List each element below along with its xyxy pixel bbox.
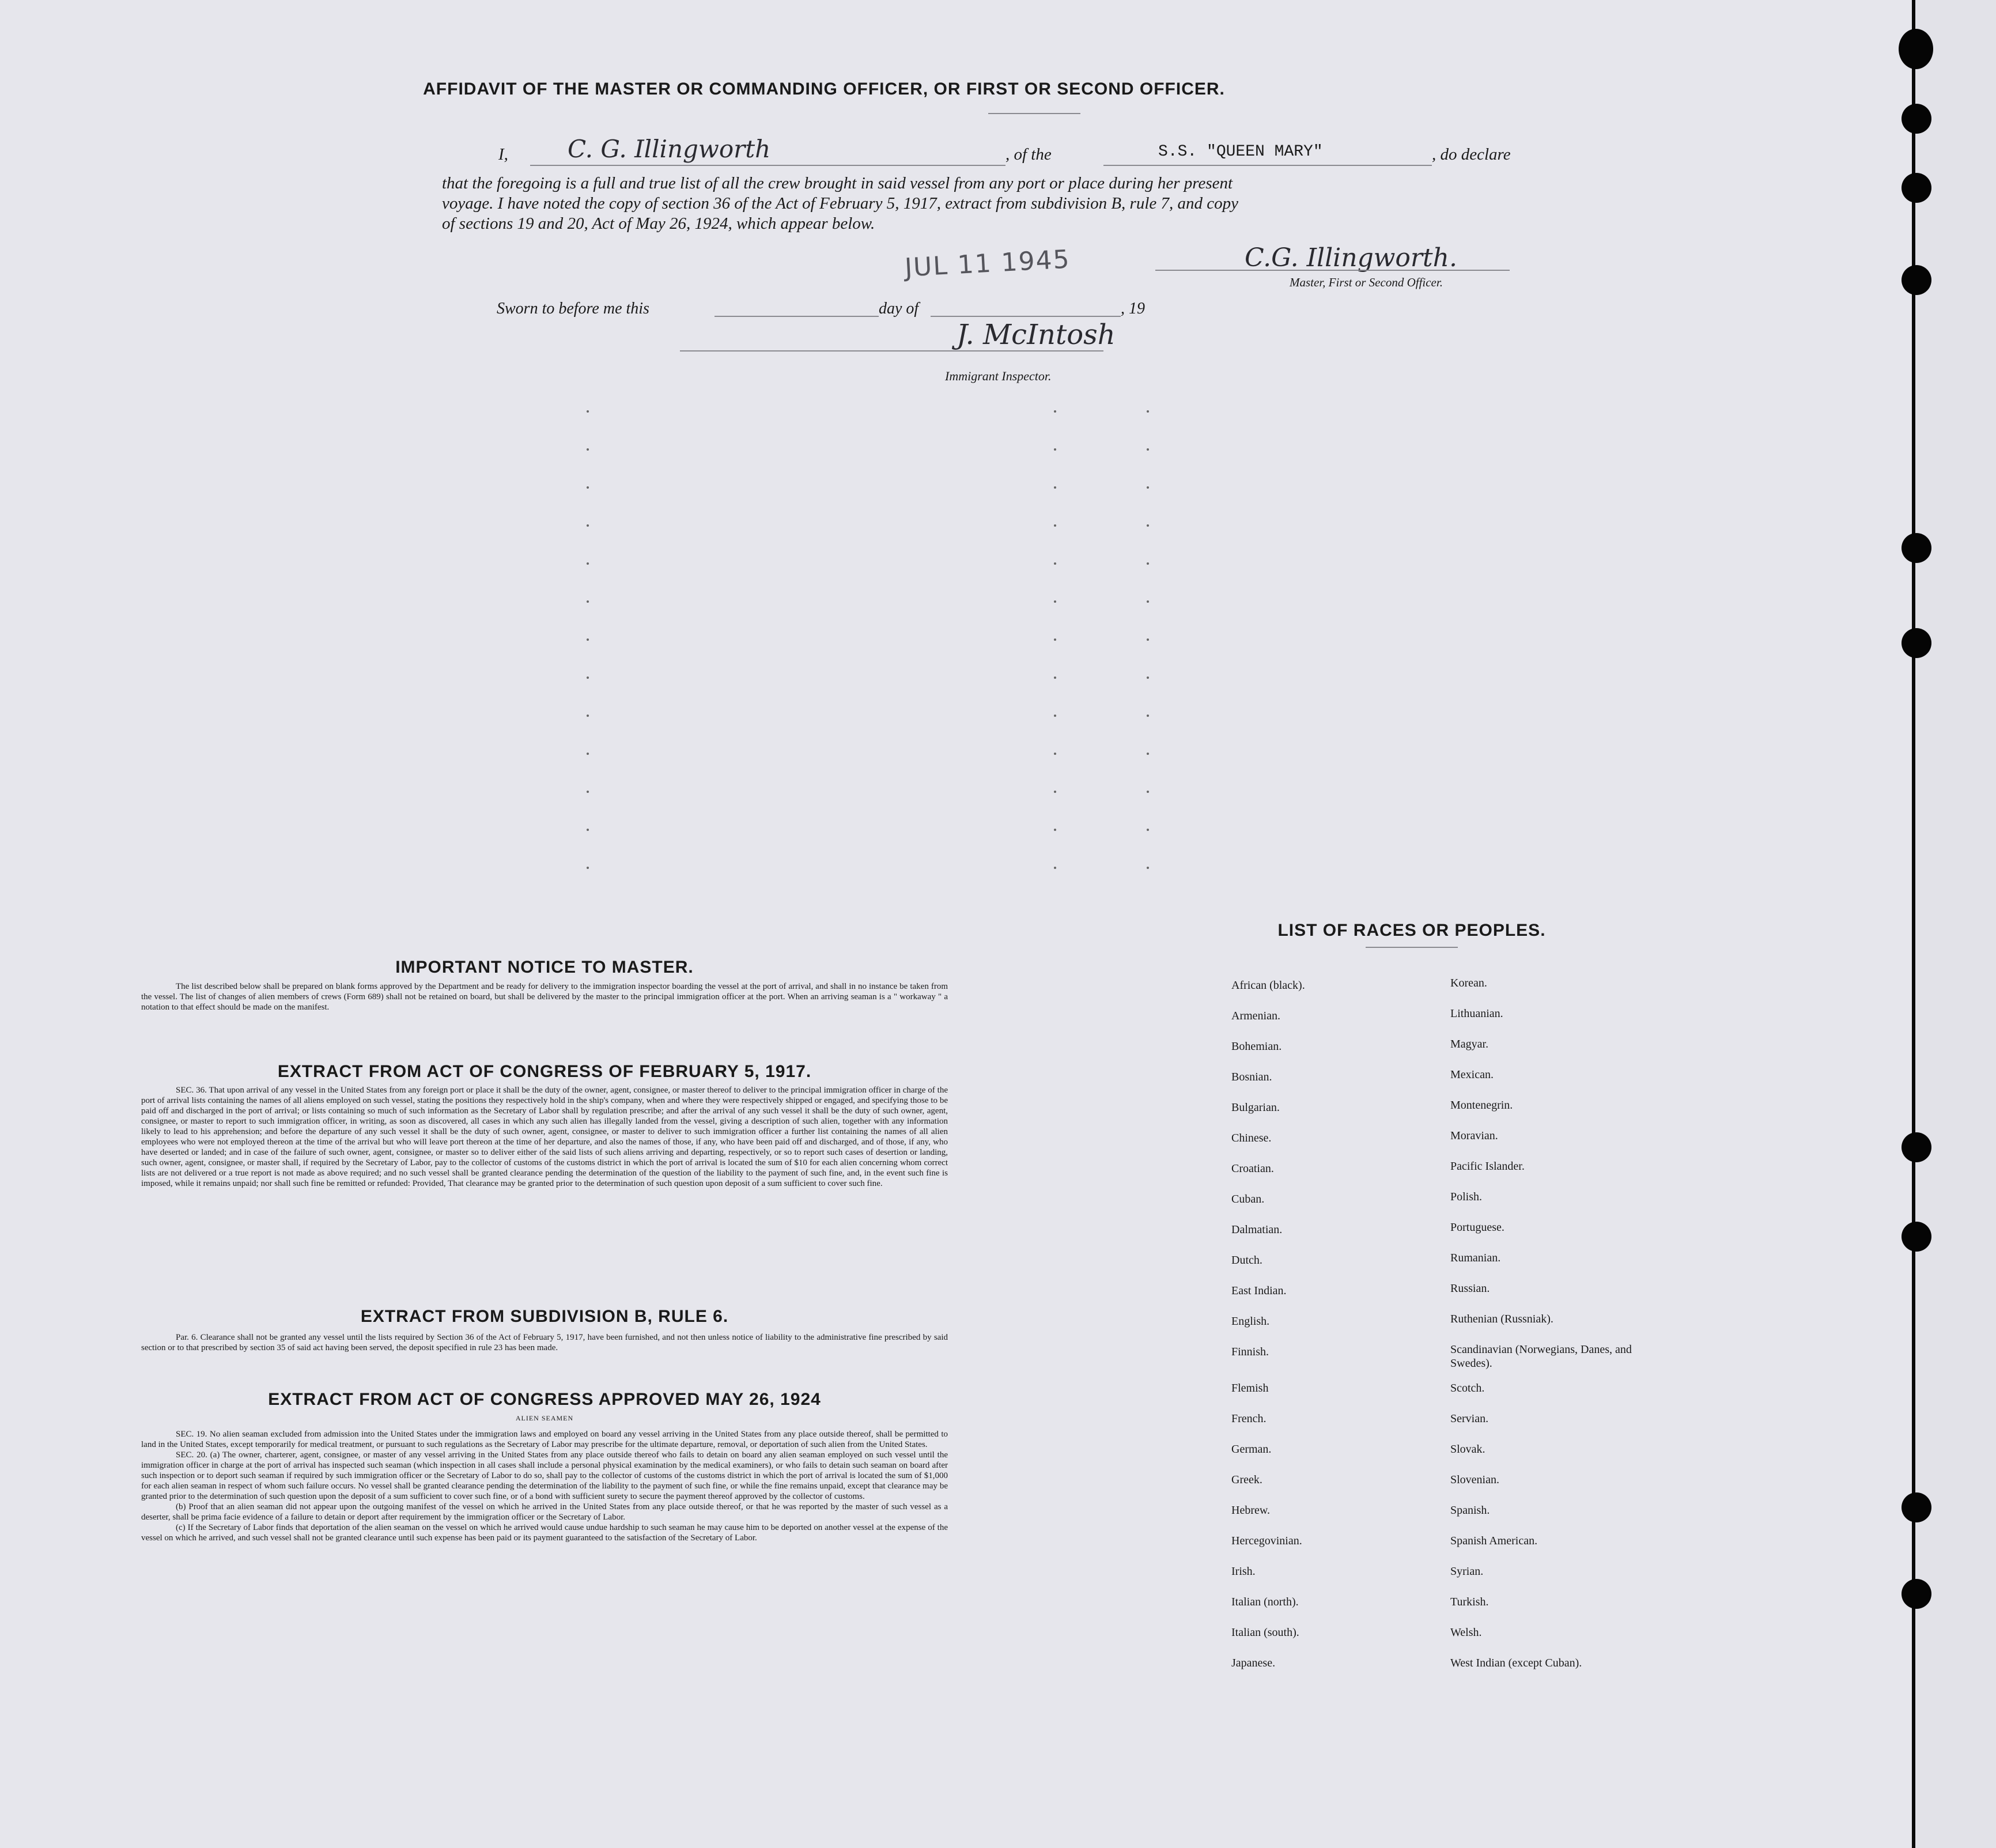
punch-hole (1902, 628, 1931, 658)
column-dot (587, 867, 589, 869)
column-dot (1147, 524, 1149, 527)
race-item: Dutch. (1231, 1254, 1262, 1267)
race-item: Bohemian. (1231, 1040, 1282, 1053)
punch-hole (1902, 1579, 1931, 1609)
race-item: Finnish. (1231, 1346, 1269, 1358)
race-item: Ruthenian (Russniak). (1450, 1313, 1553, 1325)
punch-hole (1902, 104, 1931, 134)
punch-hole (1902, 533, 1931, 563)
column-dot (587, 638, 589, 641)
title-underline (988, 113, 1080, 114)
race-item: Flemish (1231, 1382, 1269, 1394)
sec-19-paragraph: SEC. 19. No alien seaman excluded from admission into the United States under the immigration laws and employed on board any vessel arriving in the United States from any place outside thereof, shall be permitted to land in the United States, except temporarily for medical treatment, or pursuant to such regulations as the Secretary of Labor may prescribe for the ultimate departure, removal, or deportation of such alien from the United States. (141, 1430, 948, 1449)
race-item: Russian. (1450, 1282, 1490, 1295)
affidavit-line-4: of sections 19 and 20, Act of May 26, 1924, which appear below. (442, 214, 875, 233)
column-dot (1147, 677, 1149, 679)
column-dot (587, 410, 589, 413)
race-item: Magyar. (1450, 1038, 1489, 1050)
column-dot (587, 677, 589, 679)
notice-title: IMPORTANT NOTICE TO MASTER. (395, 958, 694, 977)
extract-1924-text (141, 1429, 948, 1543)
punch-hole (1902, 1222, 1931, 1252)
race-item: Slovenian. (1450, 1473, 1499, 1486)
master-signature-line (1155, 270, 1510, 271)
column-dot (1054, 791, 1056, 793)
date-stamp: JUL 11 1945 (904, 244, 1071, 283)
punch-hole (1902, 265, 1931, 295)
race-item: Greek. (1231, 1473, 1262, 1486)
notice-text (141, 981, 948, 1012)
column-dot (1147, 791, 1149, 793)
column-dot (1147, 600, 1149, 603)
column-dot (1147, 410, 1149, 413)
race-item: Scandinavian (Norwegians, Danes, and Swedes). (1450, 1343, 1632, 1370)
race-item: Portuguese. (1450, 1221, 1504, 1234)
race-item: German. (1231, 1443, 1272, 1456)
column-dot (1147, 486, 1149, 489)
races-title-underline (1366, 947, 1458, 948)
column-dot (1054, 638, 1056, 641)
race-item: Moravian. (1450, 1129, 1498, 1142)
race-item: Polish. (1450, 1191, 1483, 1203)
column-dot (587, 791, 589, 793)
master-signature: C.G. Illingworth. (1245, 243, 1457, 273)
race-item: Pacific Islander. (1450, 1160, 1525, 1173)
race-item: Korean. (1450, 977, 1487, 989)
punch-hole (1902, 1132, 1931, 1162)
extract-1917-paragraph: SEC. 36. That upon arrival of any vessel in the United States from any foreign port or place it shall be the duty of the owner, agent, consignee, or master thereof to deliver to the principal immigration officer in charge of the port of arrival lists containing the names of all aliens employed on such vessel, stating the positions they respectively hold in the ship's company, when and where they were respectively shipped or engaged, and specifying those to be paid off and discharged in the port of arrival; or lists containing so much of such information as the Secretary of Labor shall by regulation prescribe; and after the arrival of any such vessel it shall be the duty of such owner, agent, consignee, or master to report to such immigration officer, in writing, as soon as discovered, all cases in which any such alien has illegally landed from the vessel, giving a description of such alien, together with any information likely to lead to his apprehension; and before the departure of any such vessel it shall be the duty of such owner, agent, consignee, or master to deliver to such immigration officer a further list containing the names of all alien employees who were not employed thereon at the time of the arrival but who will leave port thereon at the time of her departure, and also the names of those, if any, who have been paid off and discharged, and of those, if any, who have deserted or landed; and in case of the failure of such owner, agent, consignee, or master so to deliver either of the said lists of such aliens arriving and departing, respectively, or so to report such cases of desertion or landing, such owner, agent, consignee, or master shall, if required by the Secretary of Labor, pay to the collector of customs of the customs district in which the port of arrival is located the sum of $10 for each alien concerning whom correct lists are not delivered or a true report is not made as above required; and no such vessel shall be granted clearance pending the determination of the question of the liability to the payment of such fine, and, in the event such fine is imposed, while it remains unpaid; nor shall such fine be remitted or refunded: Provided, That clearance may be granted prior to the determination of such question upon deposit of a sum sufficient to cover such fine. (141, 1086, 948, 1188)
vessel-line (1103, 165, 1432, 166)
race-item: Turkish. (1450, 1596, 1489, 1608)
inspector-line (680, 350, 1103, 352)
column-dot (587, 753, 589, 755)
column-dot (1147, 867, 1149, 869)
race-item: Armenian. (1231, 1010, 1280, 1022)
column-dot (1147, 638, 1149, 641)
column-dot (587, 600, 589, 603)
column-dot (1054, 600, 1056, 603)
race-item: Cuban. (1231, 1193, 1265, 1205)
race-item: Dalmatian. (1231, 1223, 1283, 1236)
sworn-day-line (715, 316, 879, 317)
column-dot (1054, 829, 1056, 831)
column-dot (1147, 715, 1149, 717)
column-dot (587, 524, 589, 527)
race-item: Welsh. (1450, 1626, 1482, 1639)
column-dot (1054, 753, 1056, 755)
day-of-label: day of (879, 300, 919, 318)
affidavit-line-3: voyage. I have noted the copy of section 36 of the Act of February 5, 1917, extract from subdivision B, rule 7, and copy (442, 194, 1239, 213)
column-dot (1054, 410, 1056, 413)
column-dot (1054, 715, 1056, 717)
column-dot (1054, 562, 1056, 565)
races-title: LIST OF RACES OR PEOPLES. (1277, 921, 1546, 940)
of-the-label: , of the (1005, 145, 1052, 164)
affidavit-title: AFFIDAVIT OF THE MASTER OR COMMANDING OFFICER, OR FIRST OR SECOND OFFICER. (423, 80, 1225, 99)
punch-hole (1902, 1492, 1931, 1522)
column-dot (1147, 829, 1149, 831)
race-item: Mexican. (1450, 1068, 1494, 1081)
notice-paragraph: The list described below shall be prepared on blank forms approved by the Department and be ready for delivery to the immigration inspector boarding the vessel at the port of arrival, and shall in no instance be taken from the vessel. The list of changes of alien members of crews (Form 689) shall not be retained on board, but shall be delivered by the master to the principal immigration officer at the port. When an arriving seaman is a " workaway " a notation to that effect should be made on the manifest. (141, 982, 948, 1012)
extract-1924-subtitle: ALIEN SEAMEN (515, 1414, 574, 1422)
punch-hole (1902, 173, 1931, 203)
race-item: Italian (north). (1231, 1596, 1299, 1608)
do-declare-label: , do declare (1432, 145, 1511, 164)
year-label: , 19 (1121, 300, 1145, 318)
master-caption: Master, First or Second Officer. (1290, 275, 1443, 289)
race-item: Japanese. (1231, 1657, 1276, 1669)
punch-hole (1899, 29, 1933, 69)
race-item: Slovak. (1450, 1443, 1485, 1456)
race-item: Bulgarian. (1231, 1101, 1280, 1114)
race-item: Scotch. (1450, 1382, 1485, 1394)
master-name: C. G. Illingworth (568, 135, 771, 163)
sworn-month-line (931, 316, 1121, 317)
race-item: Bosnian. (1231, 1071, 1272, 1083)
column-dot (587, 448, 589, 451)
sec-20c-paragraph: (c) If the Secretary of Labor finds that deportation of the alien seaman on the vessel on which he arrived would cause undue hardship to such seaman he may cause him to be deported on another vessel at the expense of the vessel on which he arrived, and such vessel shall not be granted clearance until such expense has been paid or its payment guaranteed to the satisfaction of the Secretary of Labor. (141, 1523, 948, 1543)
vessel-name: S.S. "QUEEN MARY" (1158, 143, 1323, 161)
inspector-signature: J. McIntosh (957, 319, 1116, 351)
race-item: East Indian. (1231, 1284, 1287, 1297)
race-item: West Indian (except Cuban). (1450, 1657, 1582, 1669)
sec-20b-paragraph: (b) Proof that an alien seaman did not appear upon the outgoing manifest of the vessel on which he arrived in the United States from any place outside thereof, or that he was reported by the master of such vessel as a deserter, shall be prima facie evidence of a failure to detain or deport after requirement by the immigration officer or the Secretary of Labor. (141, 1502, 948, 1522)
extract-1917-title: EXTRACT FROM ACT OF CONGRESS OF FEBRUARY 5, 1917. (277, 1062, 812, 1081)
race-item: Hercegovinian. (1231, 1535, 1302, 1547)
sec-20a-paragraph: SEC. 20. (a) The owner, charterer, agent, consignee, or master of any vessel arriving in the United States from any place outside thereof who fails to detain on board any alien seaman employed on such vessel until the immigration officer in charge at the port of arrival has inspected such seaman (which inspection in all cases shall include a personal physical examination by the medical examiners), or who fails to detain such seaman on board after such inspection or to deport such seaman if required by such immigration officer or the Secretary of Labor to do so, shall pay to the collector of customs of the customs district in which the port of arrival is located the sum of $1,000 for each alien seaman in respect of whom such failure occurs. No vessel shall be granted clearance pending the determination of the liability to the payment of such fine, or while the fine remains unpaid, except that clearance may be granted prior to the determination of such question upon the deposit of a sum sufficient to cover such fine, or of a bond with sufficient surety to secure the payment thereof approved by the collector of customs. (141, 1450, 948, 1501)
column-dot (1054, 448, 1056, 451)
inspector-caption: Immigrant Inspector. (945, 369, 1052, 383)
column-dot (1147, 753, 1149, 755)
column-dot (1054, 867, 1056, 869)
race-item: Rumanian. (1450, 1252, 1501, 1264)
name-line (530, 165, 1005, 166)
race-item: Irish. (1231, 1565, 1256, 1578)
race-item: English. (1231, 1315, 1270, 1328)
race-item: Servian. (1450, 1412, 1489, 1425)
extract-rule-paragraph: Par. 6. Clearance shall not be granted any vessel until the lists required by Section 36 of the Act of February 5, 1917, have been furnished, and not then unless notice of liability to the administrative fine prescribed by said section or to that prescribed by section 35 of said act having been served, the deposit specified in rule 23 has been made. (141, 1333, 948, 1352)
column-dot (1147, 562, 1149, 565)
race-item: Chinese. (1231, 1132, 1272, 1144)
column-dot (587, 486, 589, 489)
race-item: African (black). (1231, 979, 1305, 992)
column-dot (587, 829, 589, 831)
sworn-label: Sworn to before me this (497, 300, 649, 318)
column-dot (1054, 486, 1056, 489)
race-item: Italian (south). (1231, 1626, 1299, 1639)
race-item: Lithuanian. (1450, 1007, 1503, 1020)
extract-rule-title: EXTRACT FROM SUBDIVISION B, RULE 6. (360, 1307, 729, 1326)
race-item: Syrian. (1450, 1565, 1484, 1578)
extract-1924-title: EXTRACT FROM ACT OF CONGRESS APPROVED MAY 26, 1924 (268, 1390, 821, 1409)
race-item: Spanish American. (1450, 1535, 1538, 1547)
column-dot (1054, 524, 1056, 527)
i-label: I, (498, 145, 508, 164)
column-dot (1054, 677, 1056, 679)
extract-rule-text (141, 1332, 948, 1353)
extract-1917-text (141, 1085, 948, 1189)
affidavit-line-2: that the foregoing is a full and true list of all the crew brought in said vessel from any port or place during her present (442, 174, 1233, 192)
column-dot (587, 562, 589, 565)
race-item: Croatian. (1231, 1162, 1274, 1175)
column-dot (1147, 448, 1149, 451)
race-item: Spanish. (1450, 1504, 1490, 1517)
column-dot (587, 715, 589, 717)
race-item: Montenegrin. (1450, 1099, 1513, 1112)
race-item: Hebrew. (1231, 1504, 1271, 1517)
race-item: French. (1231, 1412, 1267, 1425)
